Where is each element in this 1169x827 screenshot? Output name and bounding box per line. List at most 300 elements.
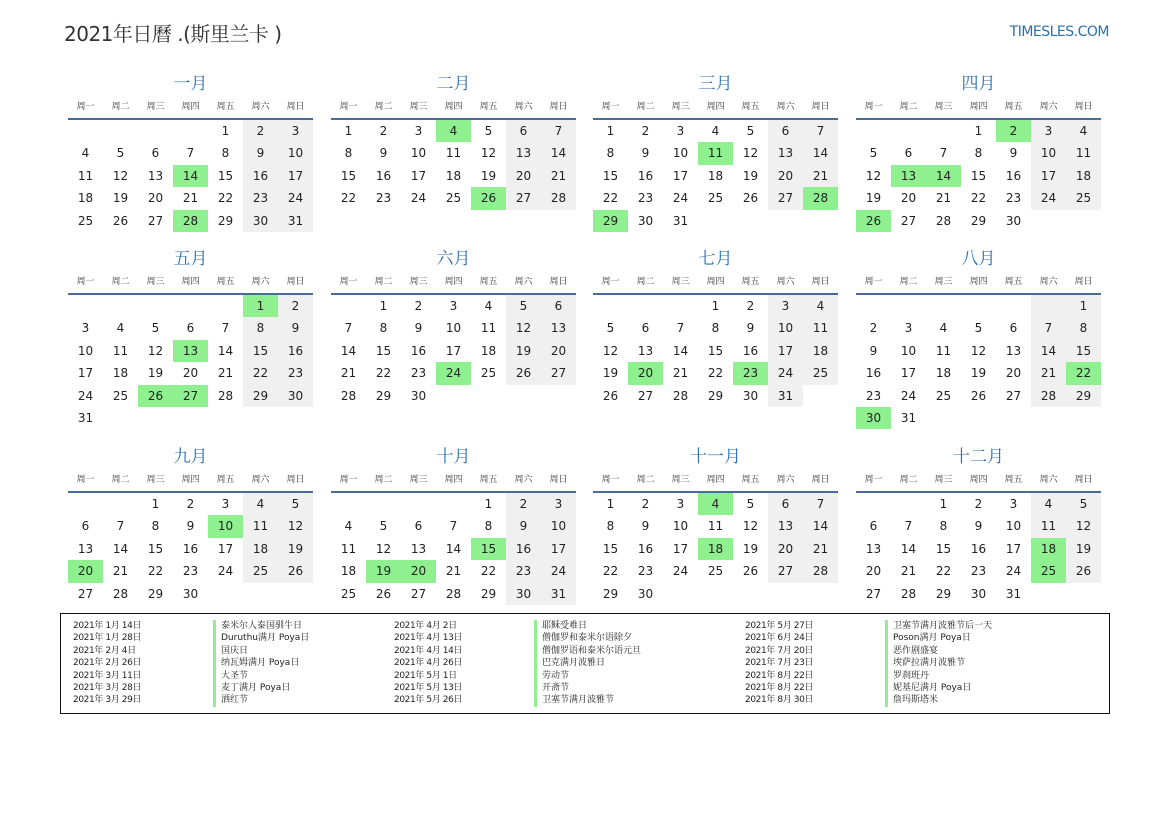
day-cell[interactable]: 13 [541, 317, 576, 339]
day-cell[interactable]: 5 [151, 321, 160, 336]
day-cell[interactable]: 28 [803, 560, 838, 582]
day-cell[interactable]: 5 [869, 146, 878, 161]
day-cell[interactable]: 24 [436, 362, 471, 384]
day-cell[interactable]: 25 [445, 191, 462, 206]
day-cell[interactable]: 15 [217, 168, 234, 183]
day-cell[interactable]: 17 [672, 541, 689, 556]
day-cell[interactable]: 7 [939, 146, 948, 161]
day-cell[interactable]: 19 [147, 366, 164, 381]
day-cell[interactable]: 9 [869, 343, 878, 358]
day-cell[interactable]: 2 [974, 497, 983, 511]
day-cell[interactable]: 16 [1005, 168, 1022, 183]
day-cell[interactable]: 7 [221, 321, 230, 336]
day-cell[interactable]: 3 [676, 497, 685, 511]
day-cell[interactable]: 1 [344, 124, 353, 138]
day-cell[interactable]: 7 [186, 146, 195, 161]
day-cell[interactable]: 24 [672, 564, 689, 579]
day-cell[interactable]: 22 [935, 564, 952, 579]
day-cell[interactable]: 17 [1031, 165, 1066, 187]
day-cell[interactable]: 2 [379, 124, 388, 138]
day-cell[interactable]: 1 [484, 497, 493, 511]
day-cell[interactable]: 7 [344, 321, 353, 336]
day-cell[interactable]: 1 [606, 124, 615, 138]
day-cell[interactable]: 29 [1066, 385, 1101, 407]
day-cell[interactable]: 18 [445, 168, 462, 183]
day-cell[interactable]: 16 [278, 340, 313, 362]
day-cell[interactable]: 14 [803, 142, 838, 164]
day-cell[interactable]: 16 [970, 541, 987, 556]
day-cell[interactable]: 13 [768, 142, 803, 164]
day-cell[interactable]: 4 [803, 295, 838, 317]
day-cell[interactable]: 23 [865, 388, 882, 403]
day-cell[interactable]: 15 [602, 541, 619, 556]
day-cell[interactable]: 11 [340, 541, 357, 556]
day-cell[interactable]: 30 [856, 407, 891, 429]
day-cell[interactable]: 3 [768, 295, 803, 317]
day-cell[interactable]: 3 [278, 120, 313, 142]
day-cell[interactable]: 11 [1031, 515, 1066, 537]
day-cell[interactable]: 17 [217, 541, 234, 556]
day-cell[interactable]: 19 [865, 191, 882, 206]
day-cell[interactable]: 15 [707, 343, 724, 358]
day-cell[interactable]: 26 [856, 210, 891, 232]
day-cell[interactable]: 21 [340, 366, 357, 381]
day-cell[interactable]: 14 [173, 165, 208, 187]
day-cell[interactable]: 14 [900, 541, 917, 556]
day-cell[interactable]: 7 [803, 493, 838, 515]
day-cell[interactable]: 26 [970, 388, 987, 403]
day-cell[interactable]: 12 [1066, 515, 1101, 537]
day-cell[interactable]: 19 [506, 340, 541, 362]
day-cell[interactable]: 6 [768, 120, 803, 142]
day-cell[interactable]: 21 [803, 165, 838, 187]
day-cell[interactable]: 11 [243, 515, 278, 537]
day-cell[interactable]: 7 [803, 120, 838, 142]
day-cell[interactable]: 10 [1031, 142, 1066, 164]
day-cell[interactable]: 5 [506, 295, 541, 317]
day-cell[interactable]: 5 [116, 146, 125, 161]
day-cell[interactable]: 12 [865, 168, 882, 183]
day-cell[interactable]: 17 [77, 366, 94, 381]
day-cell[interactable]: 27 [506, 187, 541, 209]
day-cell[interactable]: 20 [401, 560, 436, 582]
day-cell[interactable]: 9 [746, 321, 755, 336]
day-cell[interactable]: 27 [865, 586, 882, 601]
day-cell[interactable]: 10 [1005, 519, 1022, 534]
day-cell[interactable]: 17 [278, 165, 313, 187]
site-link[interactable]: TIMESLES.COM [1009, 24, 1109, 40]
day-cell[interactable]: 2 [506, 493, 541, 515]
day-cell[interactable]: 25 [243, 560, 278, 582]
day-cell[interactable]: 25 [480, 366, 497, 381]
day-cell[interactable]: 27 [410, 586, 427, 601]
day-cell[interactable]: 24 [1005, 564, 1022, 579]
day-cell[interactable]: 17 [410, 168, 427, 183]
day-cell[interactable]: 4 [344, 519, 353, 534]
day-cell[interactable]: 16 [375, 168, 392, 183]
day-cell[interactable]: 18 [698, 538, 733, 560]
day-cell[interactable]: 16 [742, 343, 759, 358]
day-cell[interactable]: 27 [1005, 388, 1022, 403]
day-cell[interactable]: 10 [768, 317, 803, 339]
day-cell[interactable]: 25 [935, 388, 952, 403]
day-cell[interactable]: 23 [410, 366, 427, 381]
day-cell[interactable]: 4 [484, 299, 493, 313]
day-cell[interactable]: 22 [147, 564, 164, 579]
day-cell[interactable]: 21 [182, 191, 199, 206]
day-cell[interactable]: 5 [974, 321, 983, 336]
day-cell[interactable]: 25 [77, 213, 94, 228]
day-cell[interactable]: 29 [602, 586, 619, 601]
day-cell[interactable]: 16 [637, 541, 654, 556]
day-cell[interactable]: 31 [1005, 586, 1022, 601]
day-cell[interactable]: 2 [641, 497, 650, 511]
day-cell[interactable]: 2 [278, 295, 313, 317]
day-cell[interactable]: 2 [746, 299, 755, 313]
day-cell[interactable]: 28 [173, 210, 208, 232]
day-cell[interactable]: 18 [1066, 165, 1101, 187]
day-cell[interactable]: 16 [182, 541, 199, 556]
day-cell[interactable]: 4 [711, 124, 720, 138]
day-cell[interactable]: 31 [541, 583, 576, 605]
day-cell[interactable]: 24 [410, 191, 427, 206]
day-cell[interactable]: 28 [803, 187, 838, 209]
day-cell[interactable]: 19 [602, 366, 619, 381]
day-cell[interactable]: 29 [243, 385, 278, 407]
day-cell[interactable]: 15 [970, 168, 987, 183]
day-cell[interactable]: 16 [506, 538, 541, 560]
day-cell[interactable]: 22 [340, 191, 357, 206]
day-cell[interactable]: 23 [375, 191, 392, 206]
day-cell[interactable]: 15 [471, 538, 506, 560]
day-cell[interactable]: 6 [641, 321, 650, 336]
day-cell[interactable]: 25 [707, 564, 724, 579]
day-cell[interactable]: 2 [186, 497, 195, 511]
day-cell[interactable]: 27 [173, 385, 208, 407]
day-cell[interactable]: 4 [1031, 493, 1066, 515]
day-cell[interactable]: 8 [151, 519, 160, 534]
day-cell[interactable]: 18 [340, 564, 357, 579]
day-cell[interactable]: 6 [506, 120, 541, 142]
day-cell[interactable]: 12 [112, 168, 129, 183]
day-cell[interactable]: 10 [278, 142, 313, 164]
day-cell[interactable]: 28 [340, 388, 357, 403]
day-cell[interactable]: 7 [116, 519, 125, 534]
day-cell[interactable]: 2 [869, 321, 878, 336]
day-cell[interactable]: 17 [672, 168, 689, 183]
day-cell[interactable]: 4 [116, 321, 125, 336]
day-cell[interactable]: 29 [217, 213, 234, 228]
day-cell[interactable]: 10 [410, 146, 427, 161]
day-cell[interactable]: 1 [243, 295, 278, 317]
day-cell[interactable]: 23 [1005, 191, 1022, 206]
day-cell[interactable]: 4 [698, 493, 733, 515]
day-cell[interactable]: 28 [445, 586, 462, 601]
day-cell[interactable]: 13 [637, 343, 654, 358]
day-cell[interactable]: 22 [480, 564, 497, 579]
day-cell[interactable]: 8 [606, 519, 615, 534]
day-cell[interactable]: 2 [641, 124, 650, 138]
day-cell[interactable]: 19 [742, 541, 759, 556]
day-cell[interactable]: 5 [606, 321, 615, 336]
day-cell[interactable]: 29 [147, 586, 164, 601]
day-cell[interactable]: 28 [672, 388, 689, 403]
day-cell[interactable]: 4 [243, 493, 278, 515]
day-cell[interactable]: 7 [541, 120, 576, 142]
day-cell[interactable]: 17 [1005, 541, 1022, 556]
day-cell[interactable]: 7 [449, 519, 458, 534]
day-cell[interactable]: 20 [628, 362, 663, 384]
day-cell[interactable]: 13 [1005, 343, 1022, 358]
day-cell[interactable]: 28 [217, 388, 234, 403]
day-cell[interactable]: 9 [641, 519, 650, 534]
day-cell[interactable]: 30 [278, 385, 313, 407]
day-cell[interactable]: 23 [733, 362, 768, 384]
day-cell[interactable]: 9 [278, 317, 313, 339]
day-cell[interactable]: 13 [147, 168, 164, 183]
day-cell[interactable]: 12 [602, 343, 619, 358]
day-cell[interactable]: 11 [1066, 142, 1101, 164]
day-cell[interactable]: 26 [471, 187, 506, 209]
day-cell[interactable]: 22 [707, 366, 724, 381]
day-cell[interactable]: 8 [484, 519, 493, 534]
day-cell[interactable]: 20 [68, 560, 103, 582]
day-cell[interactable]: 16 [410, 343, 427, 358]
day-cell[interactable]: 7 [1031, 317, 1066, 339]
day-cell[interactable]: 25 [1066, 187, 1101, 209]
day-cell[interactable]: 26 [506, 362, 541, 384]
day-cell[interactable]: 30 [742, 388, 759, 403]
day-cell[interactable]: 10 [672, 146, 689, 161]
day-cell[interactable]: 9 [186, 519, 195, 534]
day-cell[interactable]: 14 [803, 515, 838, 537]
day-cell[interactable]: 20 [865, 564, 882, 579]
day-cell[interactable]: 21 [935, 191, 952, 206]
day-cell[interactable]: 31 [900, 410, 917, 425]
day-cell[interactable]: 23 [243, 187, 278, 209]
day-cell[interactable]: 8 [974, 146, 983, 161]
day-cell[interactable]: 28 [541, 187, 576, 209]
day-cell[interactable]: 11 [935, 343, 952, 358]
day-cell[interactable]: 3 [541, 493, 576, 515]
day-cell[interactable]: 16 [865, 366, 882, 381]
day-cell[interactable]: 26 [1066, 560, 1101, 582]
day-cell[interactable]: 3 [449, 299, 458, 313]
day-cell[interactable]: 15 [1066, 340, 1101, 362]
day-cell[interactable]: 1 [1066, 295, 1101, 317]
day-cell[interactable]: 30 [970, 586, 987, 601]
day-cell[interactable]: 30 [1005, 213, 1022, 228]
day-cell[interactable]: 12 [742, 146, 759, 161]
day-cell[interactable]: 22 [602, 191, 619, 206]
day-cell[interactable]: 10 [672, 519, 689, 534]
day-cell[interactable]: 18 [112, 366, 129, 381]
day-cell[interactable]: 26 [278, 560, 313, 582]
day-cell[interactable]: 19 [480, 168, 497, 183]
day-cell[interactable]: 22 [1066, 362, 1101, 384]
day-cell[interactable]: 30 [182, 586, 199, 601]
day-cell[interactable]: 1 [606, 497, 615, 511]
day-cell[interactable]: 1 [221, 124, 230, 138]
day-cell[interactable]: 1 [939, 497, 948, 511]
day-cell[interactable]: 14 [926, 165, 961, 187]
day-cell[interactable]: 14 [217, 343, 234, 358]
day-cell[interactable]: 2 [243, 120, 278, 142]
day-cell[interactable]: 2 [996, 120, 1031, 142]
day-cell[interactable]: 12 [147, 343, 164, 358]
day-cell[interactable]: 13 [173, 340, 208, 362]
day-cell[interactable]: 20 [768, 538, 803, 560]
day-cell[interactable]: 18 [935, 366, 952, 381]
day-cell[interactable]: 29 [480, 586, 497, 601]
day-cell[interactable]: 29 [935, 586, 952, 601]
day-cell[interactable]: 19 [278, 538, 313, 560]
day-cell[interactable]: 11 [445, 146, 462, 161]
day-cell[interactable]: 15 [147, 541, 164, 556]
day-cell[interactable]: 6 [186, 321, 195, 336]
day-cell[interactable]: 26 [375, 586, 392, 601]
day-cell[interactable]: 27 [637, 388, 654, 403]
day-cell[interactable]: 10 [208, 515, 243, 537]
day-cell[interactable]: 12 [278, 515, 313, 537]
day-cell[interactable]: 11 [480, 321, 497, 336]
day-cell[interactable]: 12 [375, 541, 392, 556]
day-cell[interactable]: 15 [243, 340, 278, 362]
day-cell[interactable]: 14 [112, 541, 129, 556]
day-cell[interactable]: 23 [637, 191, 654, 206]
day-cell[interactable]: 29 [707, 388, 724, 403]
day-cell[interactable]: 31 [278, 210, 313, 232]
day-cell[interactable]: 9 [379, 146, 388, 161]
day-cell[interactable]: 19 [366, 560, 401, 582]
day-cell[interactable]: 25 [112, 388, 129, 403]
day-cell[interactable]: 19 [970, 366, 987, 381]
day-cell[interactable]: 14 [340, 343, 357, 358]
day-cell[interactable]: 14 [1031, 340, 1066, 362]
day-cell[interactable]: 27 [900, 213, 917, 228]
day-cell[interactable]: 31 [77, 410, 94, 425]
day-cell[interactable]: 8 [939, 519, 948, 534]
day-cell[interactable]: 3 [904, 321, 913, 336]
day-cell[interactable]: 29 [375, 388, 392, 403]
day-cell[interactable]: 24 [1031, 187, 1066, 209]
day-cell[interactable]: 1 [974, 124, 983, 138]
day-cell[interactable]: 22 [970, 191, 987, 206]
day-cell[interactable]: 26 [602, 388, 619, 403]
day-cell[interactable]: 23 [182, 564, 199, 579]
day-cell[interactable]: 9 [974, 519, 983, 534]
day-cell[interactable]: 9 [414, 321, 423, 336]
day-cell[interactable]: 9 [506, 515, 541, 537]
day-cell[interactable]: 17 [541, 538, 576, 560]
day-cell[interactable]: 30 [243, 210, 278, 232]
day-cell[interactable]: 30 [410, 388, 427, 403]
day-cell[interactable]: 19 [742, 168, 759, 183]
day-cell[interactable]: 10 [541, 515, 576, 537]
day-cell[interactable]: 18 [480, 343, 497, 358]
day-cell[interactable]: 24 [672, 191, 689, 206]
day-cell[interactable]: 4 [939, 321, 948, 336]
day-cell[interactable]: 3 [221, 497, 230, 511]
day-cell[interactable]: 15 [935, 541, 952, 556]
day-cell[interactable]: 5 [278, 493, 313, 515]
day-cell[interactable]: 26 [742, 564, 759, 579]
day-cell[interactable]: 6 [151, 146, 160, 161]
day-cell[interactable]: 5 [746, 497, 755, 511]
day-cell[interactable]: 20 [506, 165, 541, 187]
day-cell[interactable]: 21 [803, 538, 838, 560]
day-cell[interactable]: 23 [278, 362, 313, 384]
day-cell[interactable]: 18 [707, 168, 724, 183]
day-cell[interactable]: 15 [340, 168, 357, 183]
day-cell[interactable]: 12 [970, 343, 987, 358]
day-cell[interactable]: 6 [81, 519, 90, 534]
day-cell[interactable]: 17 [445, 343, 462, 358]
day-cell[interactable]: 11 [707, 519, 724, 534]
day-cell[interactable]: 12 [480, 146, 497, 161]
day-cell[interactable]: 12 [742, 519, 759, 534]
day-cell[interactable]: 26 [742, 191, 759, 206]
day-cell[interactable]: 7 [904, 519, 913, 534]
day-cell[interactable]: 24 [900, 388, 917, 403]
day-cell[interactable]: 20 [182, 366, 199, 381]
day-cell[interactable]: 30 [506, 583, 541, 605]
day-cell[interactable]: 5 [1066, 493, 1101, 515]
day-cell[interactable]: 13 [768, 515, 803, 537]
day-cell[interactable]: 29 [970, 213, 987, 228]
day-cell[interactable]: 12 [506, 317, 541, 339]
day-cell[interactable]: 8 [1066, 317, 1101, 339]
day-cell[interactable]: 13 [891, 165, 926, 187]
day-cell[interactable]: 18 [77, 191, 94, 206]
day-cell[interactable]: 11 [698, 142, 733, 164]
day-cell[interactable]: 29 [593, 210, 628, 232]
day-cell[interactable]: 25 [803, 362, 838, 384]
day-cell[interactable]: 10 [445, 321, 462, 336]
day-cell[interactable]: 18 [1031, 538, 1066, 560]
day-cell[interactable]: 20 [147, 191, 164, 206]
day-cell[interactable]: 28 [935, 213, 952, 228]
day-cell[interactable]: 16 [637, 168, 654, 183]
day-cell[interactable]: 20 [768, 165, 803, 187]
day-cell[interactable]: 13 [77, 541, 94, 556]
day-cell[interactable]: 27 [77, 586, 94, 601]
day-cell[interactable]: 27 [768, 560, 803, 582]
day-cell[interactable]: 15 [602, 168, 619, 183]
day-cell[interactable]: 10 [77, 343, 94, 358]
day-cell[interactable]: 13 [410, 541, 427, 556]
day-cell[interactable]: 8 [221, 146, 230, 161]
day-cell[interactable]: 6 [414, 519, 423, 534]
day-cell[interactable]: 31 [672, 213, 689, 228]
day-cell[interactable]: 4 [1066, 120, 1101, 142]
day-cell[interactable]: 3 [1031, 120, 1066, 142]
day-cell[interactable]: 17 [768, 340, 803, 362]
day-cell[interactable]: 13 [865, 541, 882, 556]
day-cell[interactable]: 19 [1066, 538, 1101, 560]
day-cell[interactable]: 4 [436, 120, 471, 142]
day-cell[interactable]: 20 [541, 340, 576, 362]
day-cell[interactable]: 13 [506, 142, 541, 164]
day-cell[interactable]: 22 [243, 362, 278, 384]
day-cell[interactable]: 31 [768, 385, 803, 407]
day-cell[interactable]: 30 [637, 213, 654, 228]
day-cell[interactable]: 10 [900, 343, 917, 358]
day-cell[interactable]: 8 [379, 321, 388, 336]
day-cell[interactable]: 23 [970, 564, 987, 579]
day-cell[interactable]: 21 [217, 366, 234, 381]
day-cell[interactable]: 25 [1031, 560, 1066, 582]
